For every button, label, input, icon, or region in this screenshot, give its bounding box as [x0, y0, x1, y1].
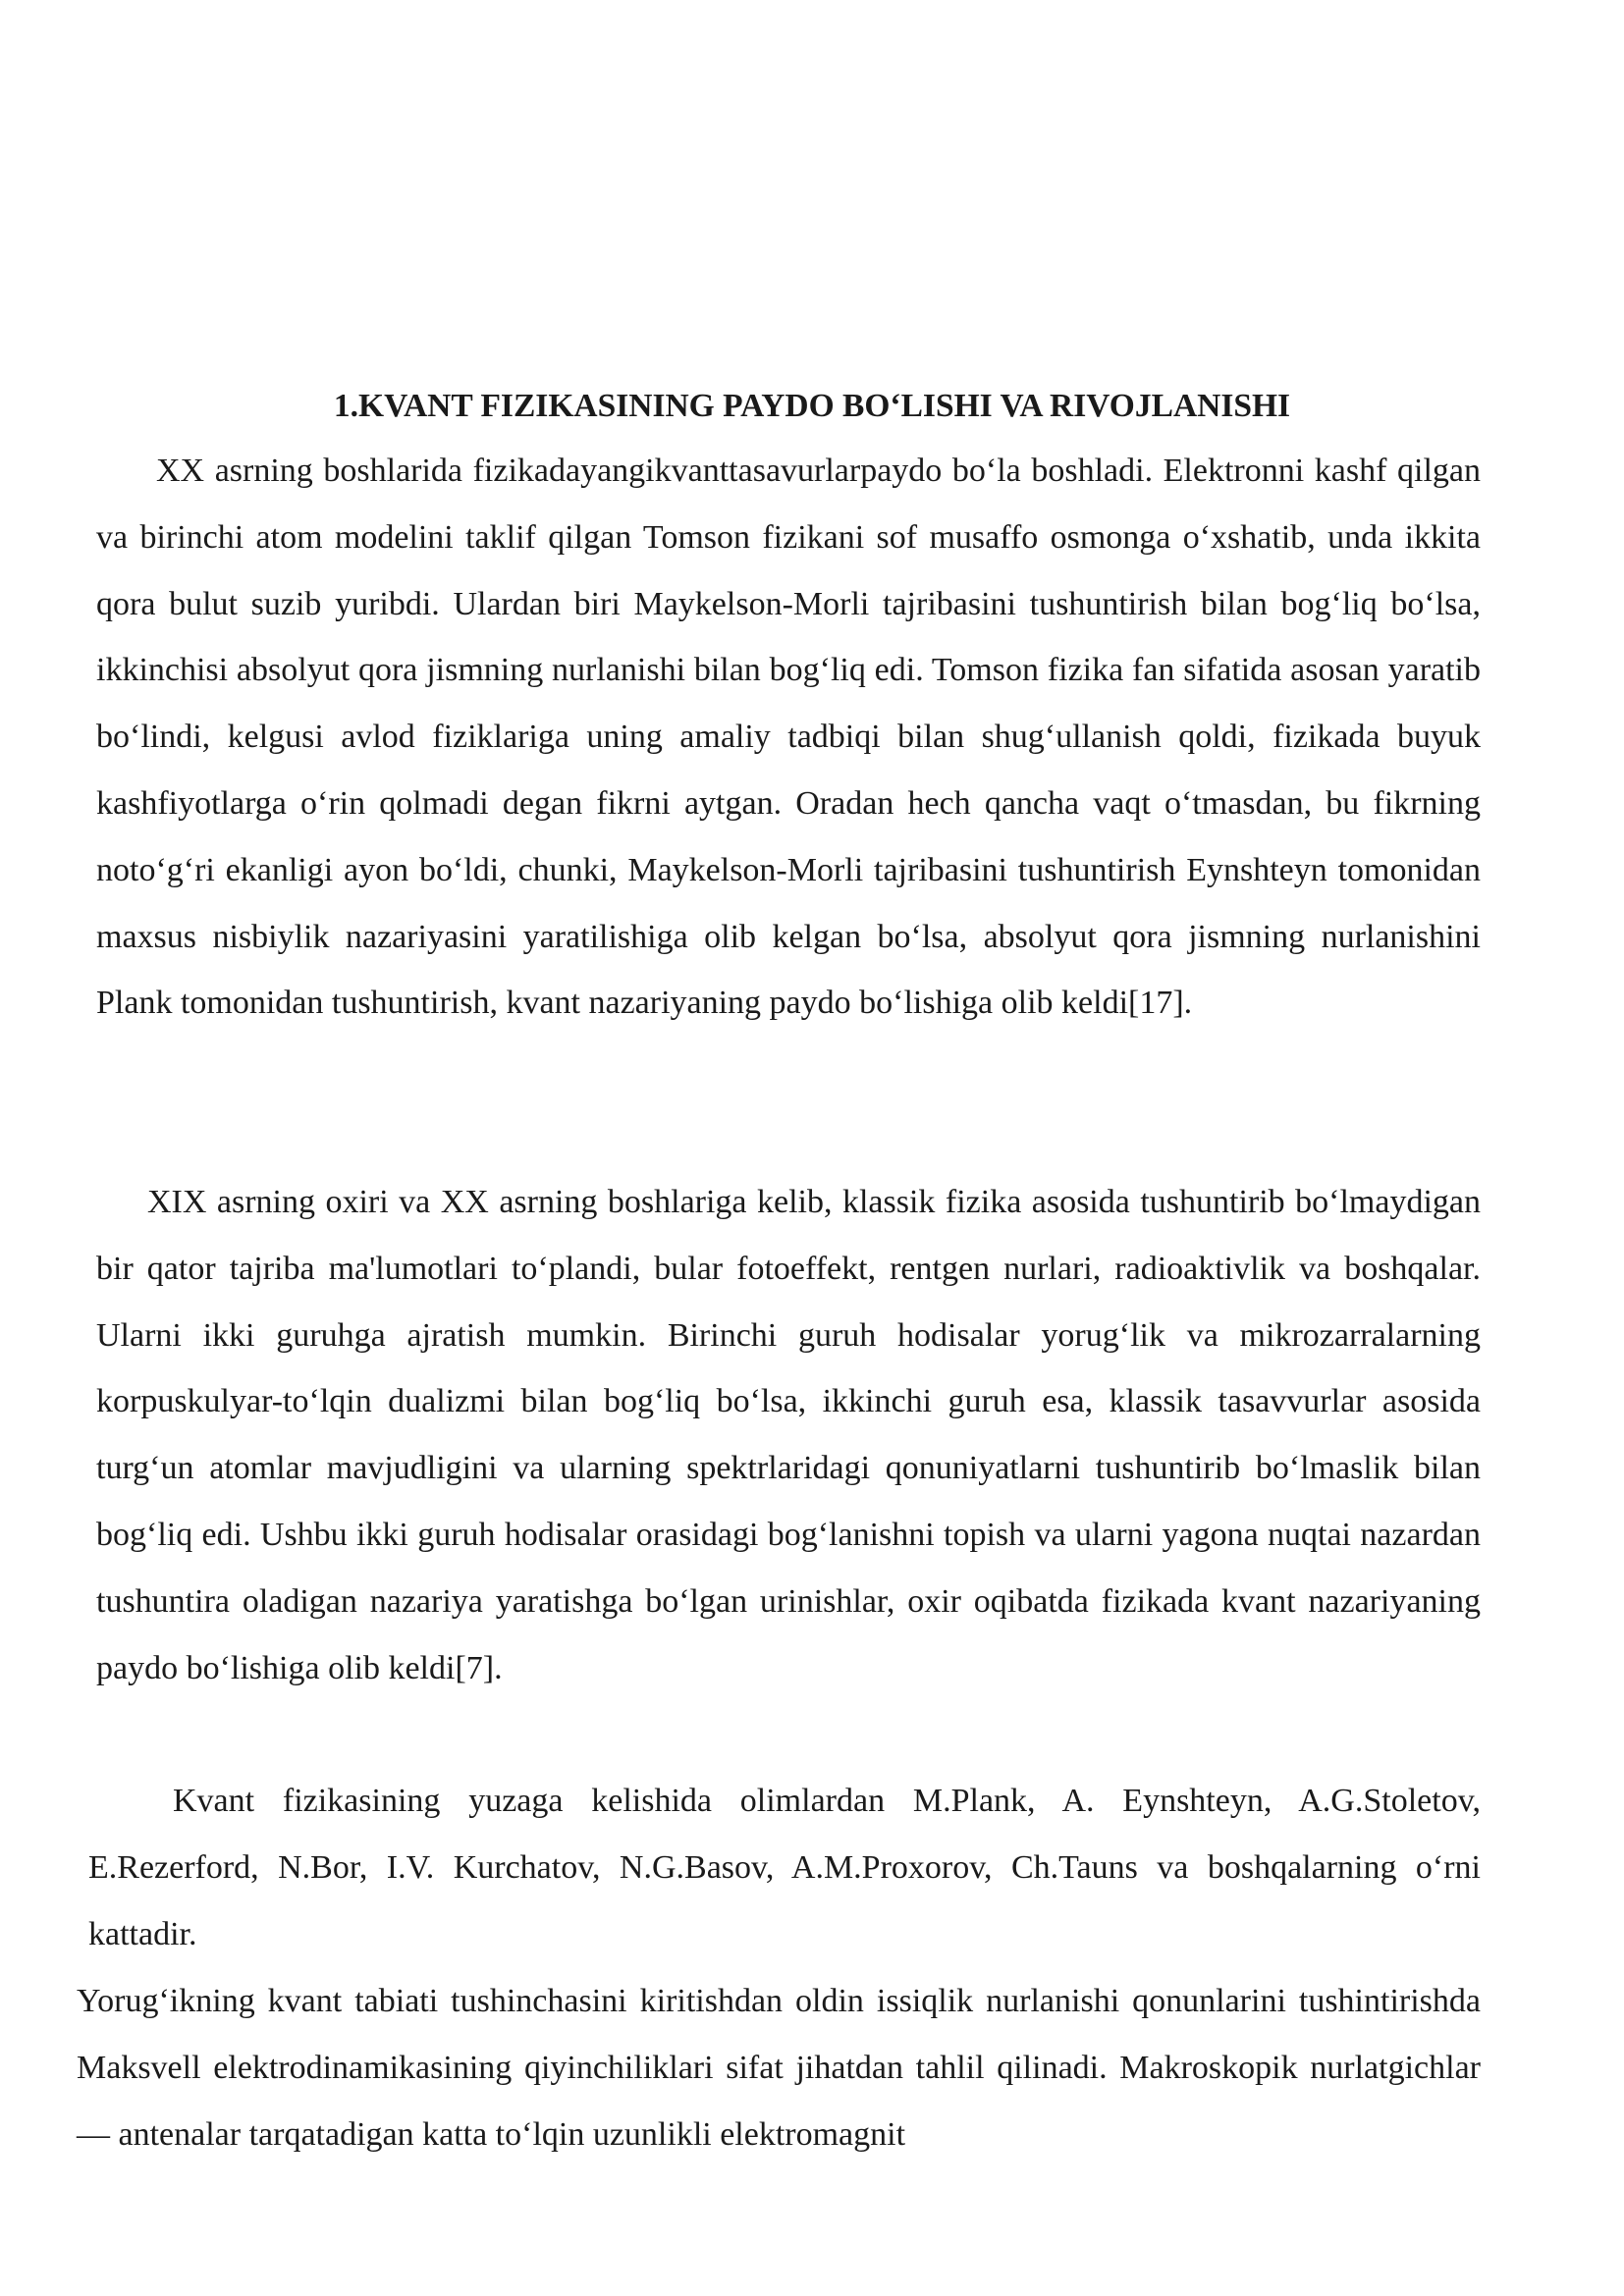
- paragraph-4: Yorug‘ikning kvant tabiati tushinchasini kiritishdan oldin issiqlik nurlanishi qonunlarini tushintirishda Maksvell elektrodinamikasining qiyinchiliklari sifat jihatdan tahlil qilinadi. Makroskopik nurlatgichlar — antenalar tarqatadigan katta to‘lqin uzunlikli elektromagnit: [77, 1983, 1481, 2153]
- paragraph-1: XX asrning boshlarida fizikadayangikvanttasavurlarpaydo bo‘la boshladi. Elektronni kashf qilgan va birinchi atom modelini taklif qilgan Tomson fizikani sof musaffo osmonga o‘xshatib, unda ikkita qora bulut suzib yuribdi. Ulardan biri Maykelson-Morli tajribasini tushuntirish bilan bog‘liq bo‘lsa, ikkinchisi absolyut qora jismning nurlanishi bilan bog‘liq edi. Tomson fizika fan sifatida asosan yaratib bo‘lindi, kelgusi avlod fiziklariga uning amaliy tadbiqi bilan shug‘ullanish qoldi, fizikada buyuk kashfiyotlarga o‘rin qolmadi degan fikrni aytgan. Oradan hech qancha vaqt o‘tmasdan, bu fikrning noto‘g‘ri ekanligi ayon bo‘ldi, chunki, Maykelson-Morli tajribasini tushuntirish Eynshteyn tomonidan maxsus nisbiylik nazariyasini yaratilishiga olib kelgan bo‘lsa, absolyut qora jismning nurlanishini Plank tomonidan tushuntirish, kvant nazariyaning paydo bo‘lishiga olib keldi[17].: [96, 453, 1481, 1022]
- paragraph-2: XIX asrning oxiri va XX asrning boshlariga kelib, klassik fizika asosida tushuntirib bo‘lmaydigan bir qator tajriba ma'lumotlari to‘plandi, bular fotoeffekt, rentgen nurlari, radioaktivlik va boshqalar. Ularni ikki guruhga ajratish mumkin. Birinchi guruh hodisalar yorug‘lik va mikrozarralarning korpuskulyar-to‘lqin dualizmi bilan bog‘liq bo‘lsa, ikkinchi guruh esa, klassik tasavvurlar asosida turg‘un atomlar mavjudligini va ularning spektrlaridagi qonuniyatlarni tushuntirib bo‘lmaslik bilan bog‘liq edi. Ushbu ikki guruh hodisalar orasidagi bog‘lanishni topish va ularni yagona nuqtai nazardan tushuntira oladigan nazariya yaratishga bo‘lgan urinishlar, oxir oqibatda fizikada kvant nazariyaning paydo bo‘lishiga olib keldi[7].: [96, 1184, 1481, 1686]
- paragraph-3: Kvant fizikasining yuzaga kelishida olimlardan M.Plank, A. Eynshteyn, A.G.Stoletov, E.Rezerford, N.Bor, I.V. Kurchatov, N.G.Basov, A.M.Proxorov, Ch.Tauns va boshqalarning o‘rni kattadir.: [88, 1783, 1481, 1952]
- section-heading: 1.KVANT FIZIKASINING PAYDO BO‘LISHI VA RIVOJLANISHI: [333, 388, 1291, 424]
